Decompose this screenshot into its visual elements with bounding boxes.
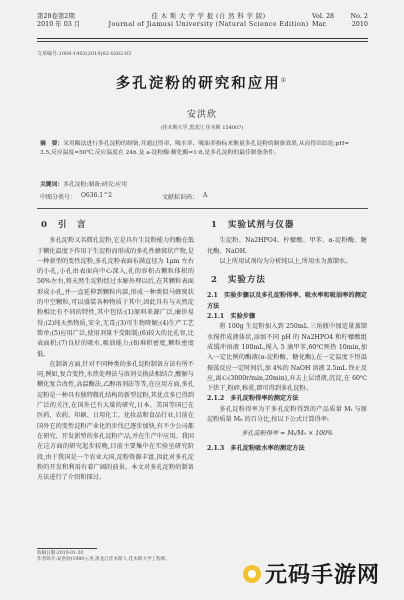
section-intro-number: 0 — [41, 220, 48, 230]
header-volume-en: Vol. 28 — [312, 12, 335, 20]
abstract-label: 摘 要： — [40, 141, 64, 147]
header-left — [37, 12, 89, 28]
yield-formula: 多孔淀粉得率 = Mₜ/M₀ × 100% — [241, 430, 333, 438]
header-rule-thick — [37, 38, 368, 39]
subsection-2-1-1-title: 2.1.1 实验步骤 — [207, 313, 256, 321]
section-2-title: 实验方法 — [227, 275, 266, 286]
intro-paragraph-2: 在制备方面,针对不同种类的多孔淀粉制备方法有所不同,例如,复合变性,水热处理法与溶剂交换法相结合,酸解与糊化复合改性,高温酶法,乙醇溶剂法等等,在应用方面,多孔淀粉是一种具有独特微孔结构的新型淀粉,其优点多已得到广泛的关注,在国外已有大量的研究,日本、美国等国已在医药、农药、印刷、日用化工、化妆品和食品行业,目前在国外它的变性淀粉产业化的步伐已逐步加快,有不少公司都在研究、开发新型的多孔淀粉产品,并在生产中应用。我国在这方面的研究起步较晚,目前主要集中在实验室研究阶段,由于我国是一个农业大国,淀粉资源丰富,因此对多孔淀粉的开发和利用有着广阔的前景。本文对多孔淀粉的制备方法进行了介绍和探讨。 — [37, 360, 194, 482]
footnote — [37, 551, 197, 564]
article-id: 文章编号:1008-1402(2010)02-0262-03 — [37, 51, 132, 57]
yield-paragraph: 多孔淀粉得率为干多孔淀粉得到的产品质量 Mₜ 与原淀粉质量 M₀ 的百分比,按以下公式计算得率: — [207, 405, 367, 424]
right-column — [207, 218, 367, 454]
paper-title — [0, 72, 404, 93]
reagents-paragraph: 生淀粉、Na2HPO4、柠檬酸、甲苯、α-淀粉酶、糖化酶、NaOH。 — [207, 237, 367, 255]
watermark-text: 元码手游网 — [264, 563, 380, 588]
left-column — [37, 218, 194, 483]
watermark-logo-icon — [243, 565, 261, 583]
section-intro-heading — [41, 220, 194, 230]
section-1-title: 实验试剂与仪器 — [227, 220, 295, 230]
header-date-cn: 2010 年 03 月 — [37, 20, 81, 28]
abstract-text: 采用酶法进行多孔淀粉的制备,并通过得率、吸水率、吸油率指标来衡量多孔淀粉的制备效果,从而得出结论:pH= 3.5,反应温度=50℃,反应温度在 24h 及 a-淀粉酶:糖化酶=1:8,是多孔淀粉的最佳制备条件。 — [40, 141, 350, 157]
header-journal-en: Journal of Jiamusi University (Natural Science Edition) — [108, 20, 309, 28]
running-header — [37, 12, 368, 36]
author-name: 安洪欣 — [186, 110, 217, 120]
abstract — [40, 140, 362, 159]
doc-code-label: 文献标识码： — [161, 194, 198, 201]
header-volume-cn: 第28卷第2期 — [37, 12, 75, 20]
keywords — [40, 179, 127, 188]
subsection-2-1-3-title: 2.1.3 多孔淀粉吸水率的测定方法 — [207, 444, 305, 452]
header-number-en: No. 2 — [350, 12, 368, 20]
section-1-number: 1 — [211, 220, 218, 230]
procedure-paragraph: 将 100g 生淀粉加入到 250mL 三角瓶中加适量蒸馏水搅拌成液体状,添加不同 pH 的 Na2HPO4 和柠檬酸组成缓冲溶液 100mL,搅入 5 滴甲苯,60℃预热 10min,加入一定比例的酶液(α-淀粉酶、糖化酶),在一定温度下恒温振荡反应一定时间后,加 4%的 NaOH 溶液 2.5mL 终止反应,离心(3000r/min,20min),弃去上层清液,沉淀,在 60℃下烘干,粉碎,称重,即可得到多孔淀粉。 — [207, 323, 368, 393]
reagents-note: 以上所用试剂均为分析纯以上,所用水为蒸馏水。 — [219, 257, 352, 265]
subsection-2-1-title: 2.1 实验步骤以及多孔淀粉得率、吸水率和吸油率的测定方法 — [207, 292, 367, 310]
section-1-heading — [211, 220, 367, 230]
section-2-number: 2 — [211, 275, 218, 286]
header-year-en: 2010 — [351, 20, 368, 28]
clc-value: O636.1^2 — [81, 192, 112, 199]
header-journal-cn: 佳 木 斯 大 学 学 报 (自 然 科 学 版) — [151, 12, 266, 20]
abstract-separator — [37, 208, 368, 209]
site-watermark — [243, 558, 380, 589]
footnote-author-bio: 作者简介:安洪欣(1980-),男,黑龙江佳木斯人,佳木斯大学工程师。 — [37, 557, 171, 563]
keywords-text: 多孔淀粉;制备;研究;应用 — [63, 182, 128, 188]
intro-paragraph-1: 多孔淀粉又名微孔淀粉,它是具有生淀粉能力的酶在低于糊化温度下作用于生淀粉而形成的多孔性蜂窝状产物,是一种新型的变性淀粉,多孔淀粉表面布满直径为 1μm 左右的小孔,小孔由表面向中心深入,孔的容积占颗粒体积的 50%左右,将天然生淀粉经过水解外理以后,在其颗粒表面形成小孔,并一直延伸到颗粒内部,形成一种类似马蜂窝状的中空颗粒,可以盛装各种物质于其中,因此具有与天然淀粉相比有不同的特性,其中包括:(1)原料来源广泛,廉价易得;(2)纯天然物质,安全,无毒;(3)可生物降解;(4)生产工艺简单;(5)应用广泛,使用剂量不受限制;(6)较大的比孔容,比表面积;(7)良好的吸水,吸油能力;(8)堆积密度,颗粒密度低。 — [37, 237, 194, 358]
title-footnote-mark: ① — [280, 77, 289, 85]
clc-label: 中图分类号： — [40, 194, 77, 201]
header-right — [312, 12, 368, 28]
paper-title-text: 多孔淀粉的研究和应用 — [115, 75, 281, 92]
header-month-en: Mar. — [312, 20, 327, 28]
classification-line — [40, 192, 364, 201]
footnote-rule — [37, 548, 97, 549]
header-rule-thin — [37, 41, 368, 42]
doc-code-value: A — [202, 192, 208, 199]
keywords-label: 关键词： — [40, 182, 64, 188]
header-center — [105, 12, 312, 28]
section-intro-title: 引 言 — [57, 220, 87, 230]
author-affiliation: (佳木斯大学,黑龙江 佳木斯 154007) — [160, 125, 244, 131]
section-2-heading — [211, 275, 367, 285]
subsection-2-1-2-title: 2.1.2 多孔淀粉得率的测定方法 — [207, 395, 299, 403]
footnote-received: 收稿日期:2010-01-20 — [37, 551, 84, 556]
